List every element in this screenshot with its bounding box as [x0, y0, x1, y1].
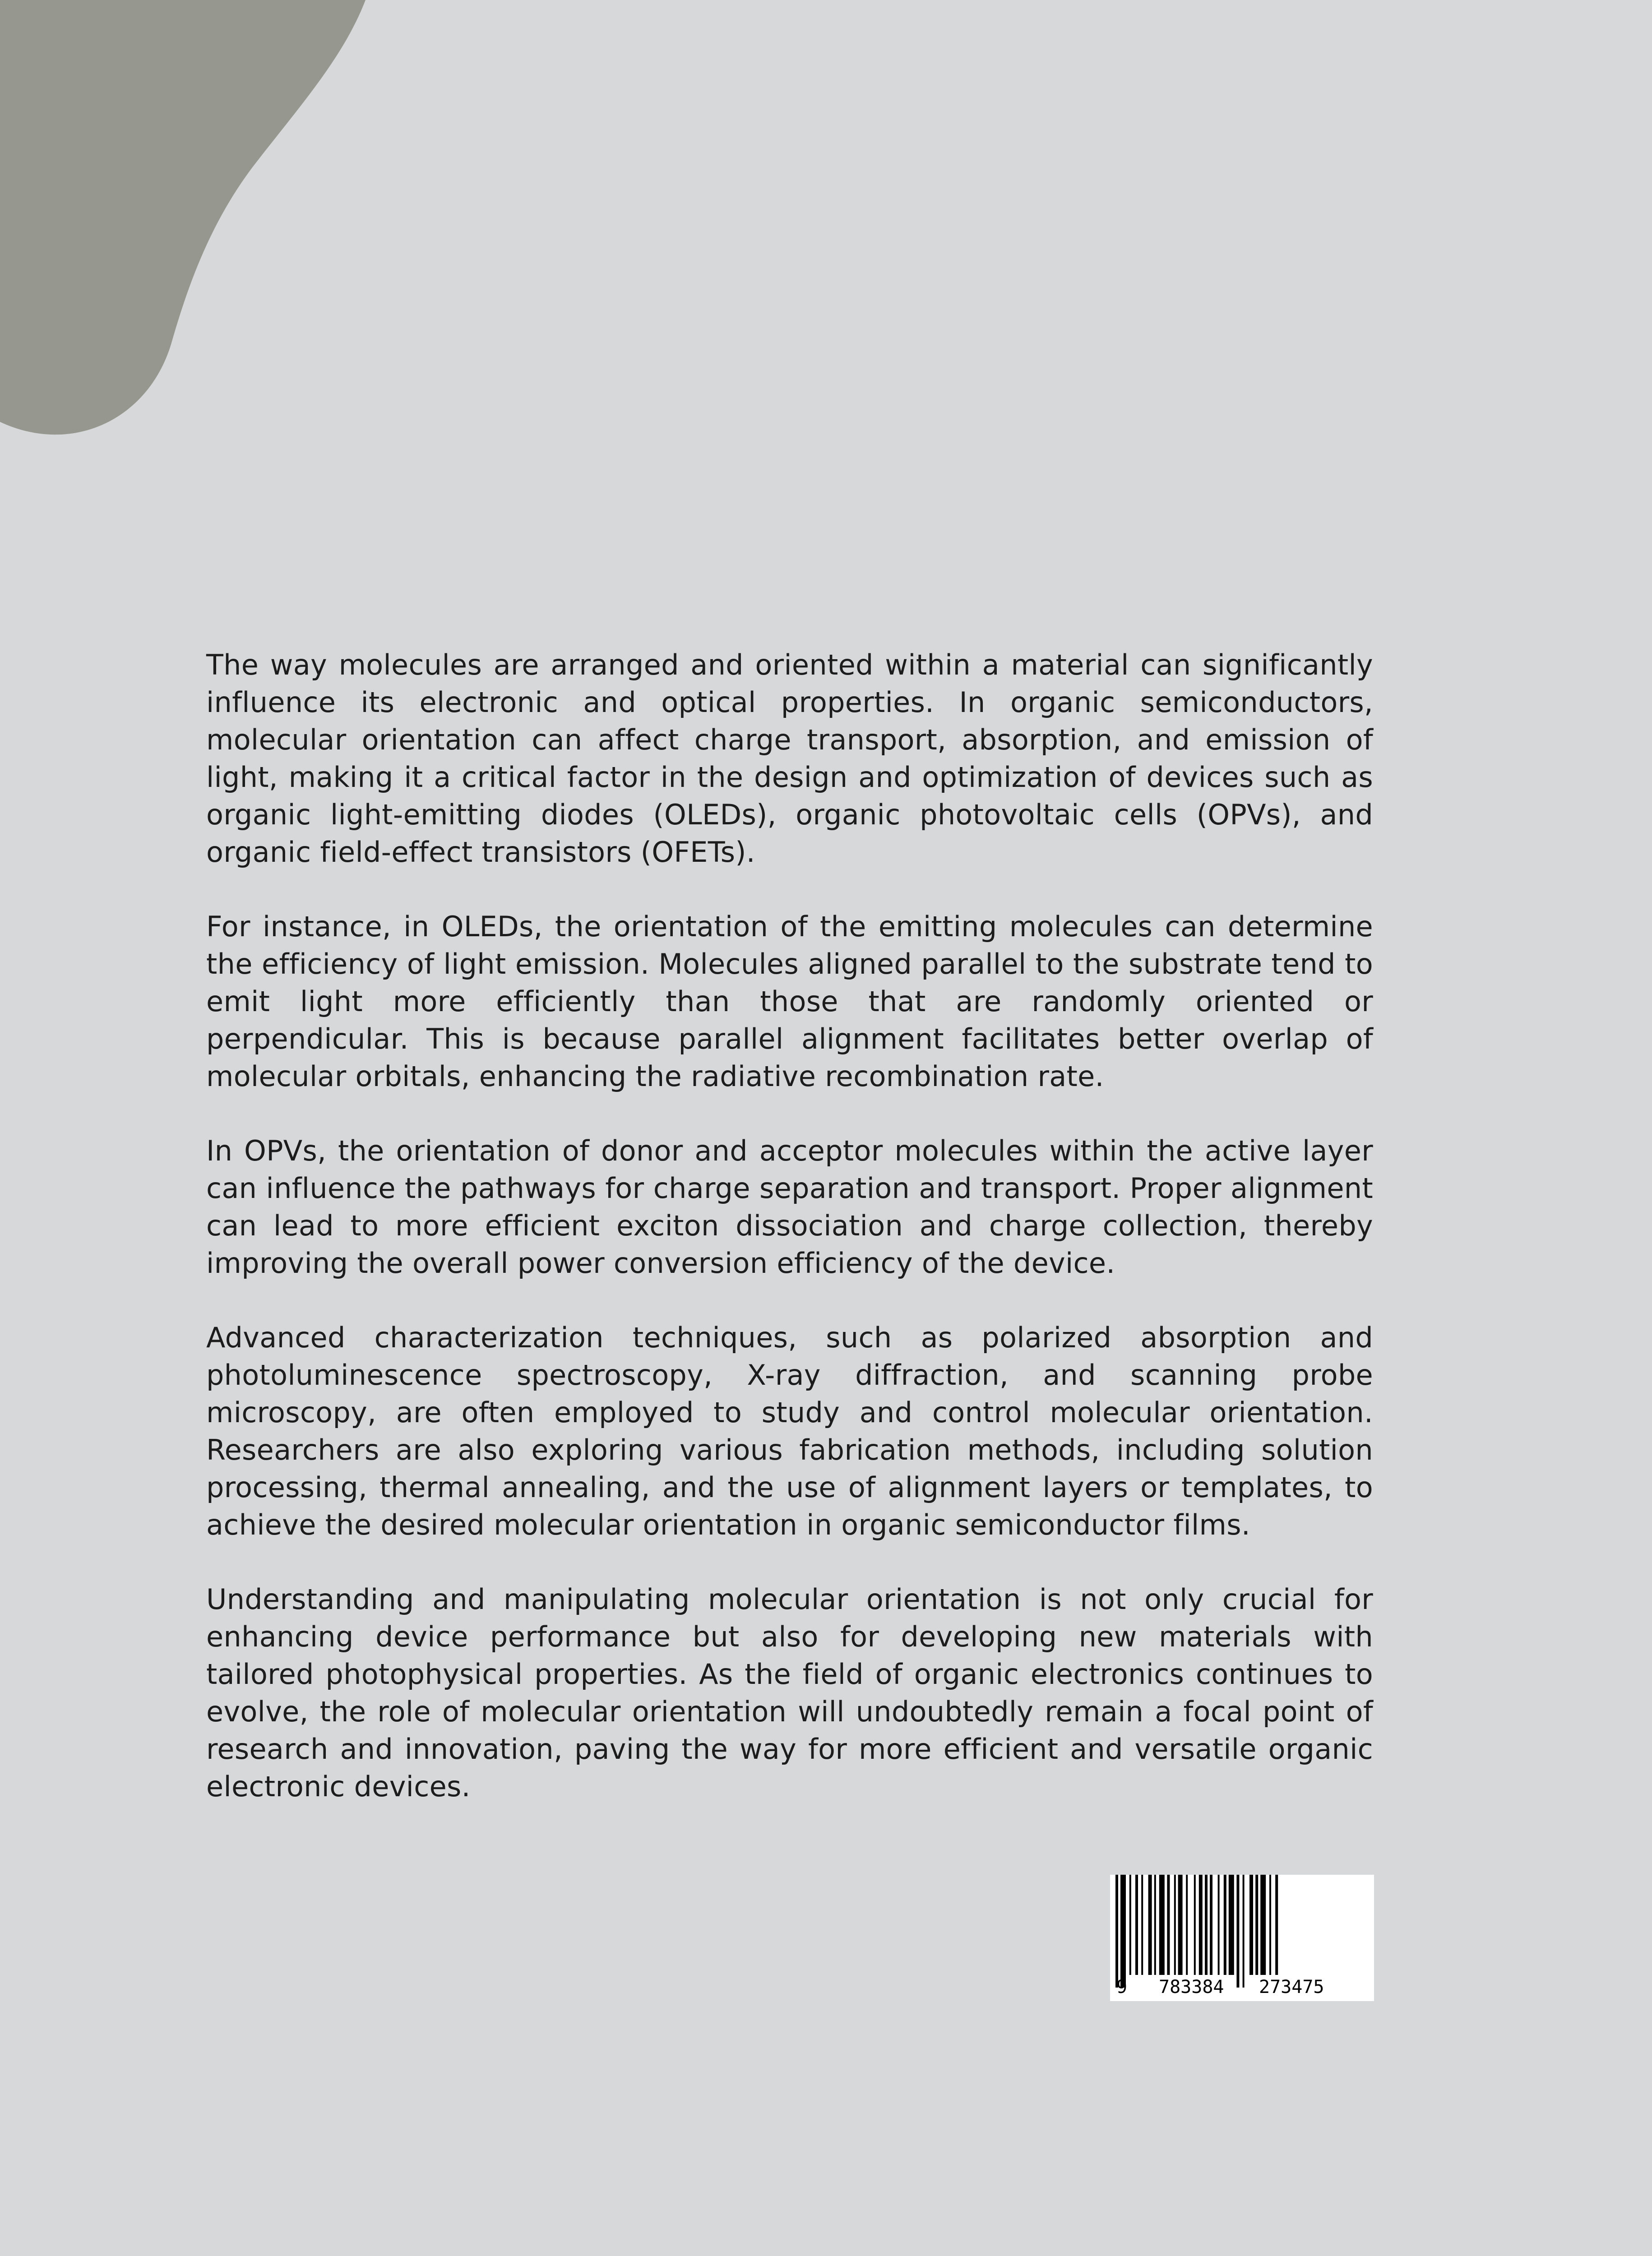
barcode-left-digits: 783384	[1159, 1977, 1224, 1997]
barcode-bar	[1224, 1875, 1226, 1975]
barcode-bar	[1194, 1875, 1196, 1975]
decorative-corner-blob	[0, 0, 366, 438]
barcode-bar	[1243, 1875, 1245, 1988]
blurb-paragraph-4: Advanced characterization techniques, such as polarized absorption and photoluminescence spectroscopy, X-ray diffraction, and scanning probe microscopy, are often employed to study and control molecular orientation. Researchers are also exploring various fabrication methods, including solution processing, thermal annealing, and the use of alignment layers or templates, to achieve the desired molecular orientation in organic semiconductor films.	[206, 1321, 1373, 1541]
barcode-bar	[1174, 1875, 1176, 1975]
barcode-bar	[1129, 1875, 1131, 1975]
barcode-bar	[1178, 1875, 1183, 1975]
barcode-bar	[1148, 1875, 1152, 1975]
barcode-bar	[1236, 1875, 1239, 1988]
barcode-bar	[1205, 1875, 1208, 1975]
barcode-bar	[1275, 1875, 1278, 1975]
barcode-bar	[1120, 1875, 1126, 1988]
barcode-bar	[1115, 1875, 1118, 1988]
blurb-paragraph-2: For instance, in OLEDs, the orientation of the emitting molecules can determine the efficiency of light emission. Molecules aligned parallel to the substrate tend to emit light more efficiently than those that are randomly oriented or perpendicular. This is because parallel alignment facilitates better overlap of molecular orbitals, enhancing the radiative recombination rate.	[206, 910, 1373, 1093]
barcode-first-digit: 9	[1116, 1977, 1128, 1997]
barcode-right-digits: 273475	[1259, 1977, 1324, 1997]
barcode-bar	[1255, 1875, 1258, 1975]
barcode-bar	[1210, 1875, 1212, 1975]
barcode-bar	[1159, 1875, 1165, 1975]
barcode-bar	[1218, 1875, 1220, 1975]
barcode-bar	[1249, 1875, 1253, 1975]
barcode-bar	[1141, 1875, 1143, 1975]
blurb-paragraph-5: Understanding and manipulating molecular orientation is not only crucial for enhancing device performance but also for developing new materials with tailored photophysical properties. As the field of organic electronics continues to evolve, the role of molecular orientation will undoubtedly remain a focal point of research and innovation, paving the way for more efficient and versatile organic electronic devices.	[206, 1583, 1373, 1803]
barcode-bar	[1154, 1875, 1156, 1975]
blurb-paragraph-1: The way molecules are arranged and oriented within a material can significantly influence its electronic and optical properties. In organic semiconductors, molecular orientation can affect charge transport, absorption, and emission of light, making it a critical factor in the design and optimization of devices such as organic light-emitting diodes (OLEDs), organic photovoltaic cells (OPVs), and organic field-effect transistors (OFETs).	[206, 648, 1373, 869]
barcode-bar	[1135, 1875, 1138, 1975]
barcode-bar	[1167, 1875, 1170, 1975]
back-cover-blurb	[206, 646, 1373, 1842]
barcode-bar	[1229, 1875, 1234, 1975]
barcode-bars	[1115, 1875, 1278, 1988]
blurb-paragraph-3: In OPVs, the orientation of donor and acceptor molecules within the active layer can influence the pathways for charge separation and transport. Proper alignment can lead to more efficient exciton dissociation and charge collection, thereby improving the overall power conversion efficiency of the device.	[206, 1134, 1373, 1280]
isbn-barcode	[1110, 1875, 1374, 2001]
barcode-bar	[1199, 1875, 1203, 1975]
barcode-bar	[1186, 1875, 1188, 1975]
barcode-bar	[1269, 1875, 1271, 1975]
barcode-bar	[1260, 1875, 1266, 1975]
